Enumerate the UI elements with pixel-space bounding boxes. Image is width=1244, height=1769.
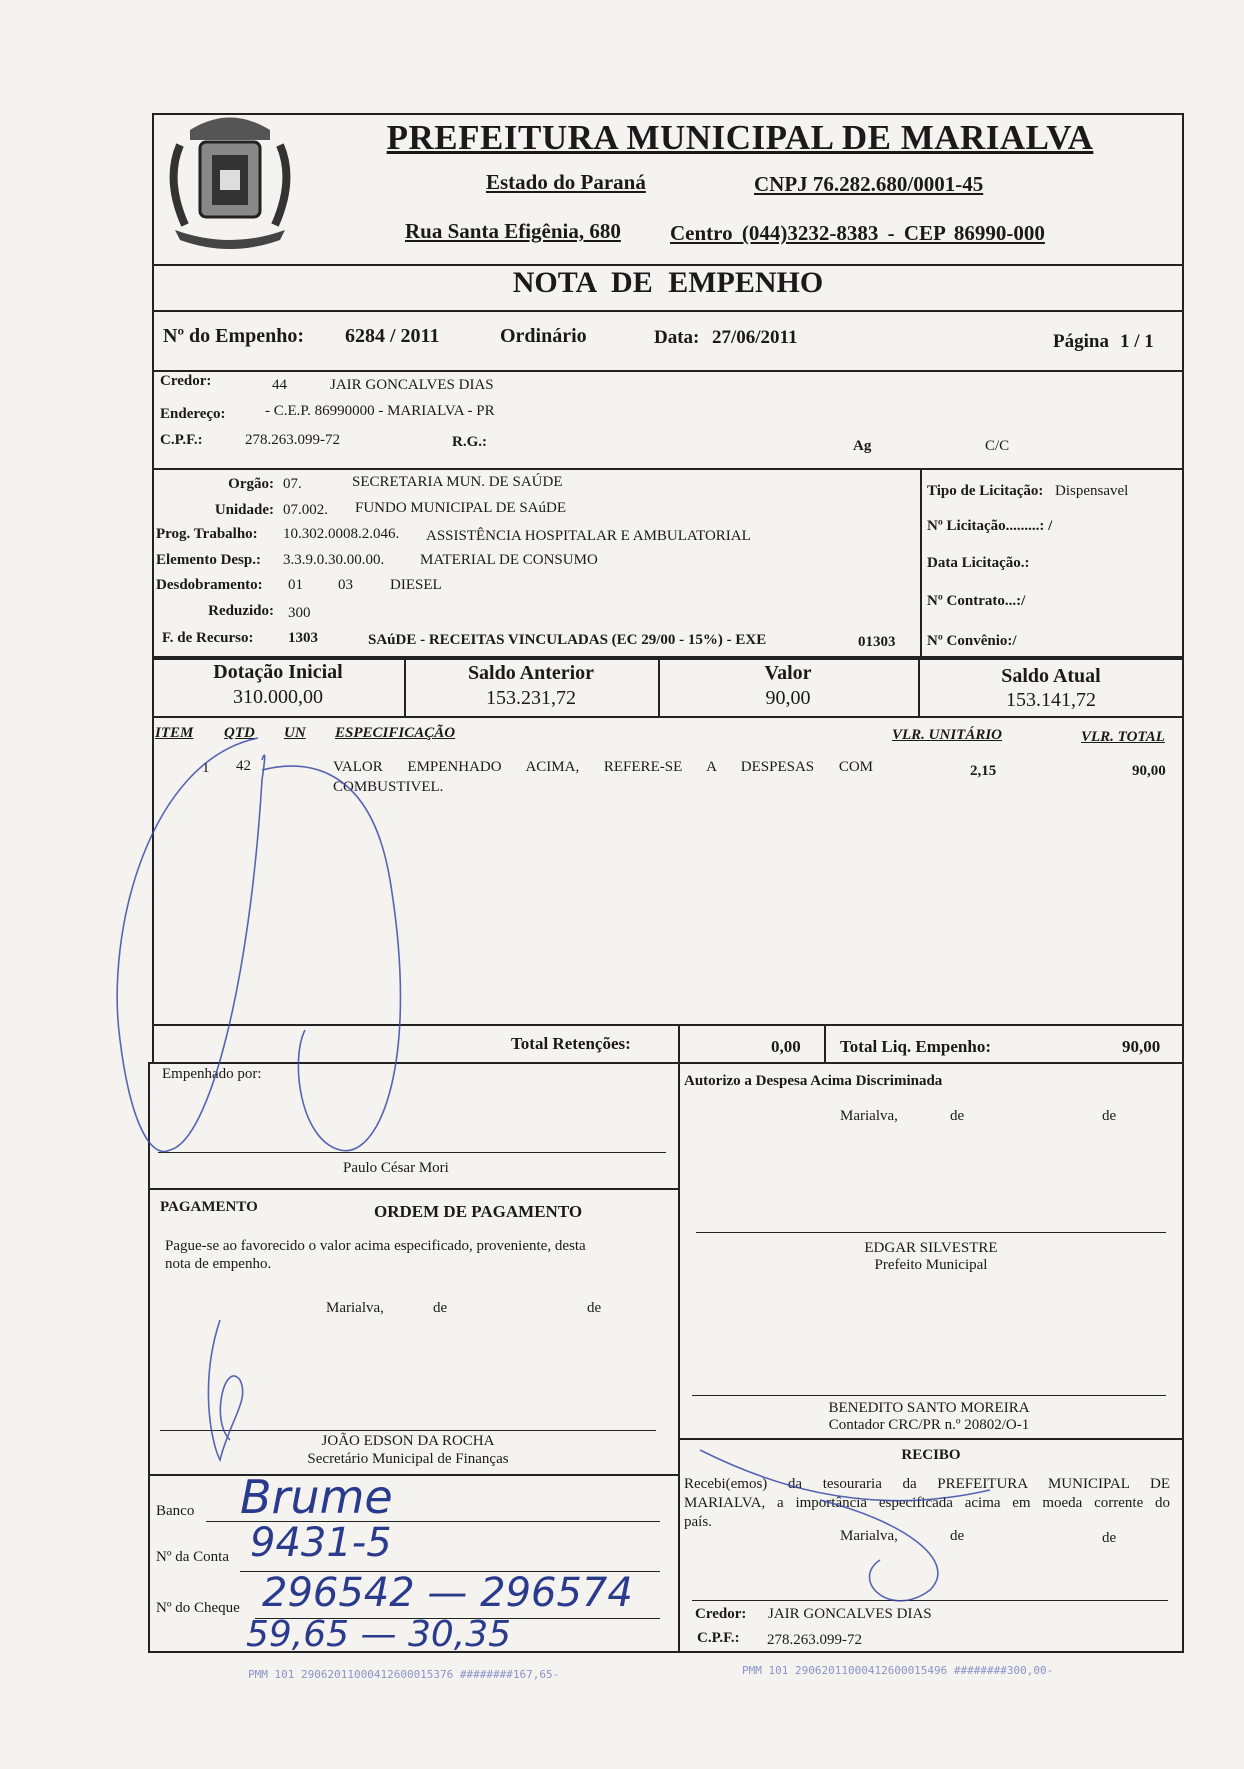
row-vlr-total: 90,00	[1132, 763, 1166, 779]
recurso-label: F. de Recurso:	[162, 630, 254, 646]
row-qtd: 42	[236, 758, 251, 774]
orgao-label: Orgão:	[228, 476, 274, 492]
cnpj-label: CNPJ 76.282.680/0001-45	[754, 172, 984, 196]
empenho-date-label: Data:	[654, 327, 700, 348]
address-value: - C.E.P. 86990000 - MARIALVA - PR	[265, 403, 495, 419]
stamp-right: PMM 101 29062011000412600015496 ########300,00-	[742, 1664, 1054, 1677]
recibo-credor-label: Credor:	[695, 1606, 747, 1622]
prefeito-name: EDGAR SILVESTRE	[864, 1240, 998, 1256]
extra-handwritten: 59,65 — 30,35	[246, 1614, 512, 1655]
secretario-name: JOÃO EDSON DA ROCHA	[321, 1433, 495, 1449]
address-rest: Centro (044)3232-8383 - CEP 86990-000	[670, 221, 1045, 245]
conta-label: Nº da Conta	[156, 1549, 229, 1565]
row-vlr-unitario: 2,15	[970, 763, 997, 779]
liq-label: Total Liq. Empenho:	[840, 1037, 991, 1056]
banco-handwritten: Brume	[240, 1470, 393, 1524]
row-espec-1: VALOR EMPENHADO ACIMA, REFERE-SE A DESPESAS COM	[333, 759, 873, 775]
data-licitacao: Data Licitação.:	[927, 555, 1030, 571]
autorizo-de-1: de	[950, 1108, 965, 1124]
recibo-de-2: de	[1102, 1530, 1117, 1546]
desd-label: Desdobramento:	[156, 577, 263, 593]
contador-name: BENEDITO SANTO MOREIRA	[828, 1400, 1030, 1416]
empenho-num: 6284 / 2011	[345, 325, 440, 347]
cc-label: C/C	[985, 438, 1010, 454]
valor-label: Valor	[764, 662, 812, 684]
street-label: Rua Santa Efigênia, 680	[405, 219, 621, 243]
cheque-label: Nº do Cheque	[156, 1600, 240, 1616]
tipo-licitacao-label: Tipo de Licitação:	[927, 483, 1044, 499]
empenho-num-label: Nº do Empenho:	[163, 325, 305, 347]
col-vlr-total: VLR. TOTAL	[1081, 729, 1165, 745]
orgao-code: 07.	[283, 476, 302, 492]
col-qtd: QTD	[224, 725, 255, 741]
state-label: Estado do Paraná	[486, 170, 646, 194]
ret-label: Total Retenções:	[511, 1034, 631, 1053]
pag-text-2: nota de empenho.	[165, 1256, 272, 1272]
orgao-value: SECRETARIA MUN. DE SAÚDE	[352, 474, 563, 490]
recurso-code: 1303	[288, 630, 318, 646]
col-un: UN	[284, 725, 306, 741]
unidade-label: Unidade:	[214, 502, 274, 518]
recurso-num: 01303	[858, 634, 896, 650]
credor-code: 44	[272, 377, 287, 393]
cpf-label: C.P.F.:	[160, 432, 203, 448]
ag-label: Ag	[853, 438, 872, 454]
prefeitura-title: PREFEITURA MUNICIPAL DE MARIALVA	[386, 118, 1094, 157]
prog-label: Prog. Trabalho:	[156, 526, 258, 542]
saldo-anterior-label: Saldo Anterior	[467, 662, 595, 684]
pag-text-1: Pague-se ao favorecido o valor acima especificado, proveniente, desta	[165, 1238, 586, 1254]
n-convenio: Nº Convênio:/	[927, 633, 1017, 649]
elem-value: MATERIAL DE CONSUMO	[420, 552, 598, 568]
autorizo-place: Marialva,	[840, 1108, 898, 1124]
desd-value: DIESEL	[390, 577, 442, 593]
recurso-value: SAúDE - RECEITAS VINCULADAS (EC 29/00 - 15%) - EXE	[368, 632, 767, 648]
elem-label: Elemento Desp.:	[156, 552, 261, 568]
credor-name: JAIR GONCALVES DIAS	[330, 377, 494, 393]
prefeito-role: Prefeito Municipal	[874, 1257, 988, 1273]
ordem-pagamento-label: ORDEM DE PAGAMENTO	[374, 1202, 583, 1221]
recibo-text-1: Recebi(emos) da tesouraria da PREFEITURA MUNICIPAL DE	[684, 1476, 1170, 1492]
row-espec-2: COMBUSTIVEL.	[333, 779, 444, 795]
pag-de-2: de	[587, 1300, 602, 1316]
reduzido-label: Reduzido:	[208, 603, 274, 619]
doc-title: NOTA DE EMPENHO	[512, 266, 824, 299]
row-item: 1	[202, 760, 210, 776]
empenho-type: Ordinário	[500, 325, 587, 347]
credor-label: Credor:	[160, 373, 212, 389]
pag-de-1: de	[433, 1300, 448, 1316]
recibo-place: Marialva,	[840, 1528, 898, 1544]
unidade-value: FUNDO MUNICIPAL DE SAúDE	[355, 500, 566, 516]
pag-place: Marialva,	[326, 1300, 384, 1316]
col-espec: ESPECIFICAÇÃO	[335, 725, 456, 741]
ret-value: 0,00	[771, 1037, 801, 1056]
autorizo-de-2: de	[1102, 1108, 1117, 1124]
tipo-licitacao-value: Dispensavel	[1055, 483, 1129, 499]
n-contrato: Nº Contrato...:/	[927, 593, 1026, 609]
empenhado-name: Paulo César Mori	[343, 1160, 449, 1176]
secretario-role: Secretário Municipal de Finanças	[307, 1451, 509, 1467]
valor-value: 90,00	[765, 687, 811, 709]
empenhado-por-label: Empenhado por:	[162, 1066, 262, 1082]
recibo-credor-value: JAIR GONCALVES DIAS	[768, 1606, 932, 1622]
saldo-anterior-value: 153.231,72	[486, 687, 576, 709]
recibo-title: RECIBO	[901, 1447, 961, 1463]
recibo-text-3: país.	[684, 1514, 712, 1530]
rg-label: R.G.:	[452, 434, 487, 450]
saldo-atual-value: 153.141,72	[1006, 689, 1096, 711]
elem-code: 3.3.9.0.30.00.00.	[283, 552, 385, 568]
col-item: ITEM	[155, 725, 194, 741]
desd-a: 01	[288, 577, 303, 593]
recibo-cpf-label: C.P.F.:	[697, 1630, 740, 1646]
empenho-date: 27/06/2011	[712, 327, 798, 348]
page-num: 1 / 1	[1120, 331, 1154, 352]
prog-value: ASSISTÊNCIA HOSPITALAR E AMBULATORIAL	[426, 528, 751, 544]
cheque-handwritten: 296542 — 296574	[262, 1570, 633, 1616]
unidade-code: 07.002.	[283, 502, 328, 518]
banco-label: Banco	[156, 1503, 195, 1519]
col-vlr-unitario: VLR. UNITÁRIO	[892, 727, 1003, 743]
recibo-de-1: de	[950, 1528, 965, 1544]
pagamento-label: PAGAMENTO	[160, 1199, 258, 1215]
liq-value: 90,00	[1122, 1037, 1161, 1056]
contador-role: Contador CRC/PR n.º 20802/O-1	[828, 1417, 1030, 1433]
address-label: Endereço:	[160, 406, 226, 422]
saldo-atual-label: Saldo Atual	[1001, 665, 1101, 687]
conta-handwritten: 9431-5	[250, 1520, 392, 1566]
prog-code: 10.302.0008.2.046.	[283, 526, 400, 542]
dotacao-label: Dotação Inicial	[213, 661, 343, 683]
stamp-left: PMM 101 29062011000412600015376 ########167,65-	[248, 1668, 560, 1681]
dotacao-value: 310.000,00	[233, 686, 323, 708]
reduzido-value: 300	[288, 605, 311, 621]
cpf-value: 278.263.099-72	[245, 432, 340, 448]
desd-b: 03	[338, 577, 353, 593]
recibo-text-2: MARIALVA, a importância especificada acima em moeda corrente do	[684, 1495, 1170, 1511]
autorizo-label: Autorizo a Despesa Acima Discriminada	[684, 1073, 943, 1089]
n-licitacao: Nº Licitação.........: /	[927, 518, 1053, 534]
page-label: Página	[1053, 331, 1109, 352]
recibo-cpf-value: 278.263.099-72	[767, 1632, 862, 1648]
